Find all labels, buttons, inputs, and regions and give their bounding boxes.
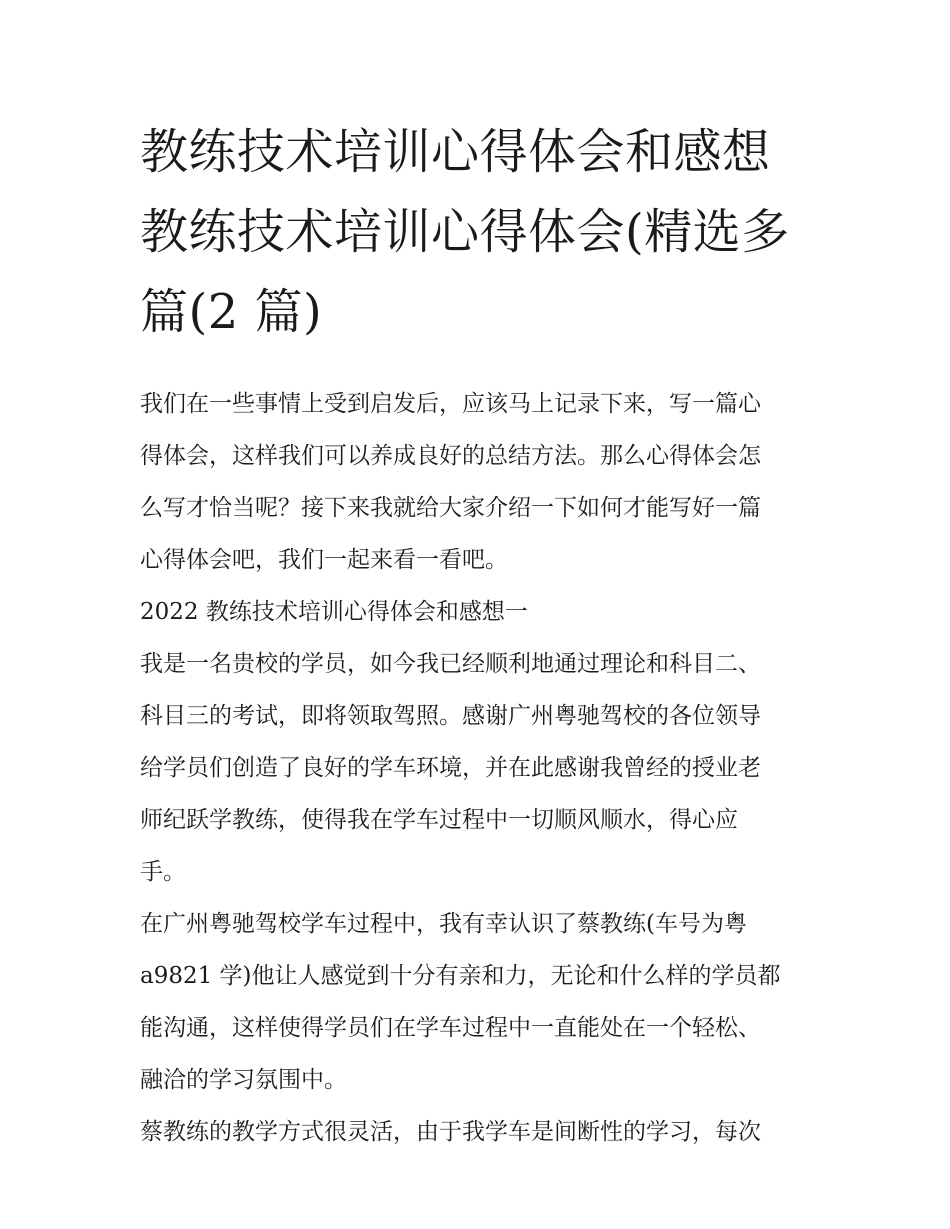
text-line: 科目三的考试，即将领取驾照。感谢广州粤驰驾校的各位领导 [140, 703, 761, 729]
body-paragraph [140, 638, 812, 898]
text-line: 手。 [140, 859, 186, 885]
text-line: 我是一名贵校的学员，如今我已经顺利地通过理论和科目二、 [140, 651, 761, 677]
text-line: 给学员们创造了良好的学车环境，并在此感谢我曾经的授业老 [140, 755, 761, 781]
text-line: 蔡教练的教学方式很灵活，由于我学车是间断性的学习，每次 [140, 1119, 761, 1145]
text-line: 我们在一些事情上受到启发后，应该马上记录下来，写一篇心 [140, 391, 761, 417]
document-page [140, 112, 812, 1158]
text-line: 心得体会吧，我们一起来看一看吧。 [140, 547, 508, 573]
text-line: a9821 学)他让人感觉到十分有亲和力，无论和什么样的学员都 [140, 963, 781, 989]
document-title [140, 112, 812, 352]
title-line: 教练技术培训心得体会(精选多 [140, 204, 790, 260]
text-line: 得体会，这样我们可以养成良好的总结方法。那么心得体会怎 [140, 443, 761, 469]
text-line: 2022 教练技术培训心得体会和感想一 [140, 599, 528, 625]
text-line: 么写才恰当呢？接下来我就给大家介绍一下如何才能写好一篇 [140, 495, 761, 521]
section-heading [140, 586, 812, 638]
text-line: 师纪跃学教练，使得我在学车过程中一切顺风顺水，得心应 [140, 807, 738, 833]
text-line: 能沟通，这样使得学员们在学车过程中一直能处在一个轻松、 [140, 1015, 761, 1041]
title-line: 篇(2 篇) [140, 284, 323, 340]
body-paragraph [140, 898, 812, 1106]
text-line: 在广州粤驰驾校学车过程中，我有幸认识了蔡教练(车号为粤 [140, 911, 747, 937]
body-paragraph [140, 1106, 812, 1158]
title-line: 教练技术培训心得体会和感想 [140, 124, 771, 180]
text-line: 融洽的学习氛围中。 [140, 1067, 347, 1093]
document-body [140, 378, 812, 1158]
intro-paragraph [140, 378, 812, 586]
